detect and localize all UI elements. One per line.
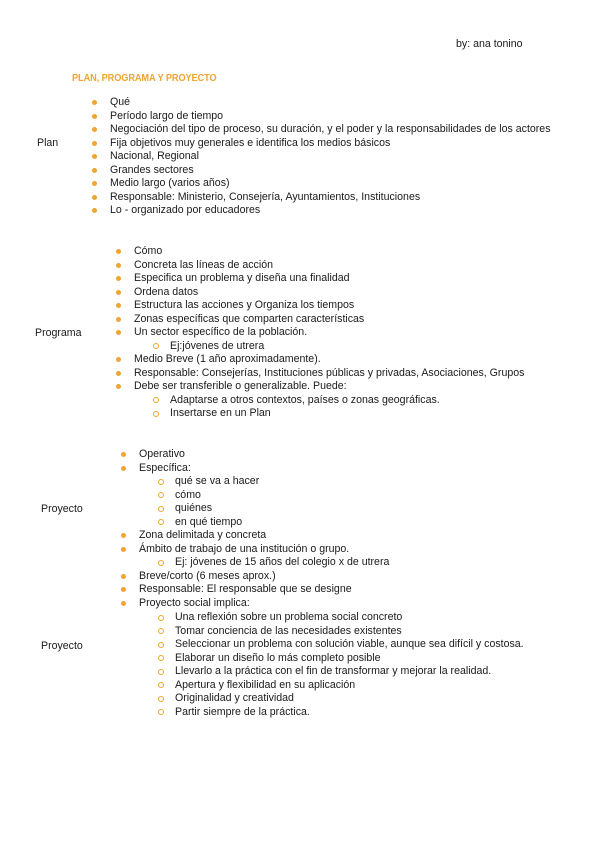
list-item: Responsable: Consejerías, Instituciones públicas y privadas, Asociaciones, Grupos <box>134 366 525 379</box>
list-subitem: cómo <box>175 488 201 501</box>
list-subitem: Una reflexión sobre un problema social concreto <box>175 611 403 623</box>
list-subitem: Elaborar un diseño lo más completo posible <box>175 651 381 664</box>
list-item: Medio Breve (1 año aproximadamente). <box>134 353 321 365</box>
section-label-proyecto: Proyecto <box>41 503 83 515</box>
list-item: Grandes sectores <box>110 163 194 176</box>
list-item: Operativo <box>139 448 185 460</box>
section-label-plan: Plan <box>37 137 59 149</box>
list-item: Zona delimitada y concreta <box>139 529 267 541</box>
list-item: Cómo <box>134 245 163 257</box>
list-item: Proyecto social implica: <box>139 596 250 609</box>
list-subitem: Llevarlo a la práctica con el fin de transformar y mejorar la realidad. <box>175 665 492 677</box>
list-subitem: Adaptarse a otros contextos, países o zonas geográficas. <box>170 393 440 406</box>
list-subitem: quiénes <box>175 502 213 514</box>
list-item: Zonas específicas que comparten características <box>134 312 365 325</box>
list-item: Fija objetivos muy generales e identifica los medios básicos <box>110 136 391 149</box>
list-subitem: Ej:jóvenes de utrera <box>170 339 265 352</box>
list-item: Qué <box>110 96 131 108</box>
document-title: PLAN, PROGRAMA Y PROYECTO <box>72 73 217 84</box>
list-item: Específica: <box>139 461 191 474</box>
list-item: Período largo de tiempo <box>110 109 224 122</box>
list-item: Estructura las acciones y Organiza los tiempos <box>134 299 355 311</box>
list-item: Concreta las líneas de acción <box>134 258 273 271</box>
list-item: Debe ser transferible o generalizable. Puede: <box>134 380 347 392</box>
section-label-programa: Programa <box>35 327 82 339</box>
list-item: Un sector específico de la población. <box>134 326 308 338</box>
list-subitem: Insertarse en un Plan <box>170 407 271 419</box>
list-subitem: qué se va a hacer <box>175 475 260 487</box>
author-credit: by: ana tonino <box>456 38 523 50</box>
section-label-proyecto-2: Proyecto <box>41 640 83 652</box>
list-item: Negociación del tipo de proceso, su duración, y el poder y la responsabilidades de los actores <box>110 123 551 135</box>
list-item: Responsable: El responsable que se designe <box>139 583 352 595</box>
list-subitem: Seleccionar un problema con solución viable, aunque sea difícil y costosa. <box>175 638 524 650</box>
list-item: Medio largo (varios años) <box>110 177 230 189</box>
list-item: Nacional, Regional <box>110 150 199 162</box>
list-item: Ámbito de trabajo de una institución o grupo. <box>139 542 350 555</box>
list-item: Especifica un problema y diseña una finalidad <box>134 272 350 284</box>
list-item: Lo - organizado por educadores <box>110 204 261 216</box>
list-subitem: Tomar conciencia de las necesidades existentes <box>175 624 402 637</box>
list-item: Responsable: Ministerio, Consejería, Ayuntamientos, Instituciones <box>110 190 421 203</box>
list-subitem: Partir siempre de la práctica. <box>175 705 310 718</box>
list-subitem: Originalidad y creatividad <box>175 692 294 704</box>
list-item: Breve/corto (6 meses aprox.) <box>139 569 276 582</box>
list-subitem: en qué tiempo <box>175 515 243 528</box>
list-subitem: Apertura y flexibilidad en su aplicación <box>175 678 356 691</box>
list-item: Ordena datos <box>134 285 199 298</box>
list-subitem: Ej: jóvenes de 15 años del colegio x de utrera <box>175 556 390 568</box>
